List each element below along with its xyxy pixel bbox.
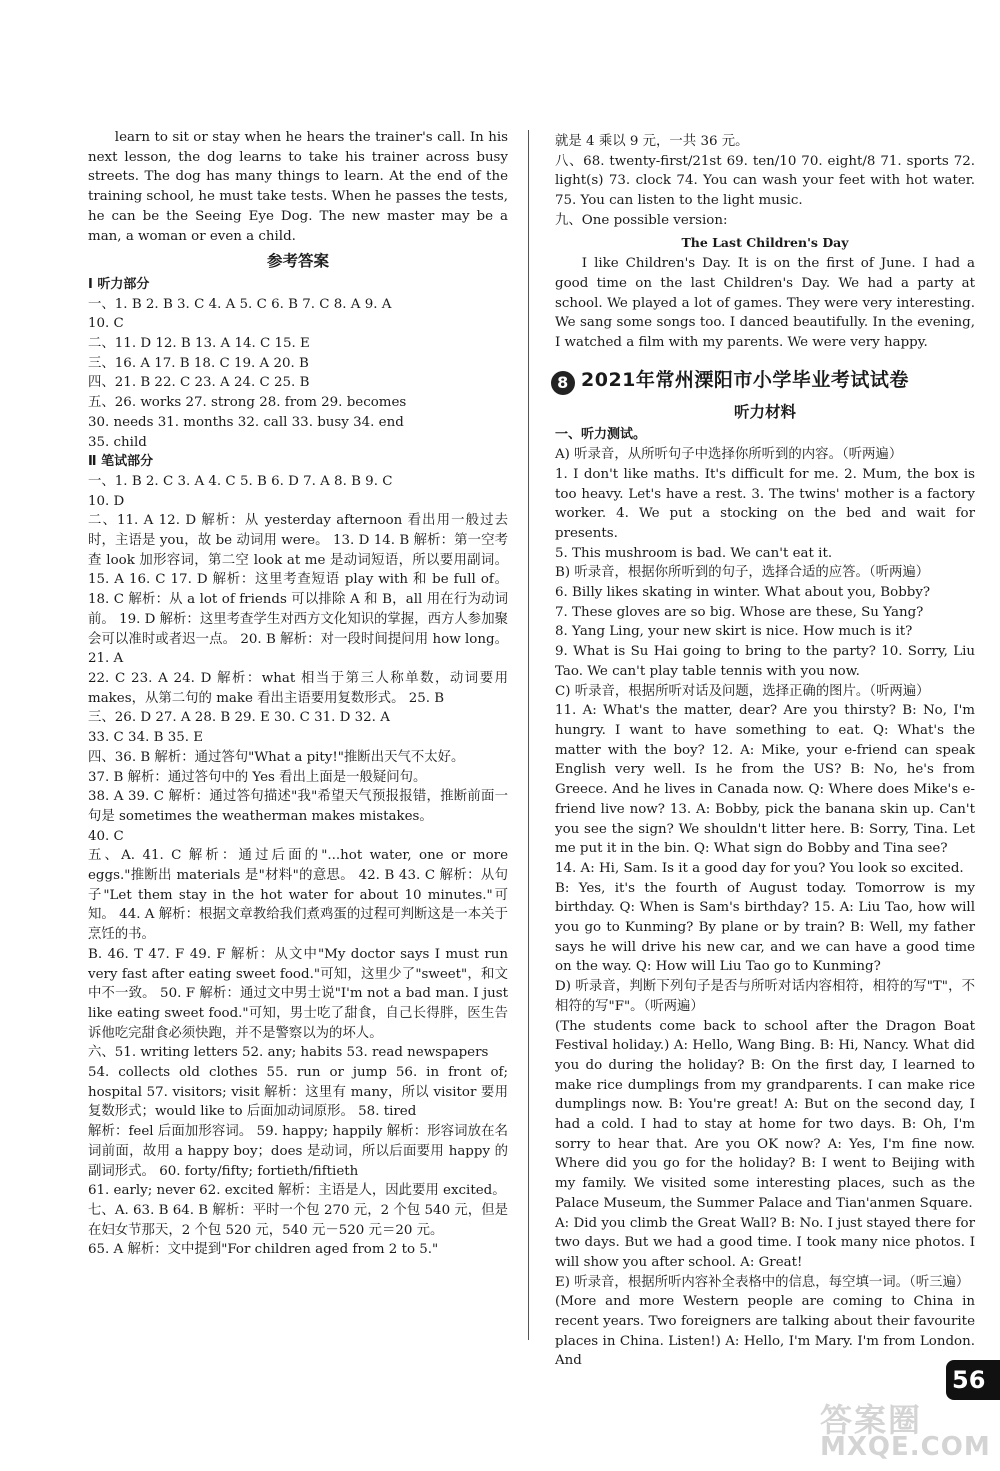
material-line: B) 听录音，根据你所听到的句子，选择合适的应答。（听两遍） [555, 565, 930, 581]
material-line: (More and more Western people are coming to China in recent years. Two foreigners are talking about their favourite places in China. Listen!) A: Hello, I'm Mary. I'm from London. And [555, 1294, 975, 1369]
answer-line: 33. C 34. B 35. E [88, 730, 204, 746]
answer-line: 54. collects old clothes 55. run or jump 56. in front of; hospital 57. visitors; visit 解析：这里有 many，所以 visitor 要用复数形式；would like to 后面加动词原形。 58. tired [88, 1065, 508, 1120]
answer-line: 22. C 23. A 24. D 解析：what 相当于第三人称单数，动词要用 makes，从第二句的 make 看出主语要用复数形式。 25. B [88, 670, 508, 706]
answer-line: 解析：feel 后面加形容词。 59. happy; happily 解析：形容词放在名词前面，故用 a happy boy；does 是动词，所以后面要用 happy 的副词形式。 60. forty/fifty; fortieth/fiftieth [88, 1124, 508, 1179]
part1-title: Ⅰ 听力部分 [88, 276, 150, 292]
answer-line: 30. needs 31. months 32. call 33. busy 34. end [88, 414, 404, 430]
answer-line: 10. C [88, 316, 124, 332]
watermark-url: MXQE.COM [820, 1432, 991, 1462]
material-line: 1. I don't like maths. It's difficult for me. 2. Mum, the box is too heavy. Let's have a rest. 3. The twins' mother is a factory worker. 4. We put a stocking on the bed and wait for presents. [555, 466, 975, 541]
material-line: 7. These gloves are so big. Whose are these, Su Yang? [555, 604, 924, 620]
answer-line: 四、21. B 22. C 23. A 24. C 25. B [88, 375, 310, 391]
intro-paragraph: learn to sit or stay when he hears the trainer's call. In his next lesson, the dog learns to take his trainer across busy streets. The dog has many things to learn. At the end of the training school, he must take tests. When he passes the tests, he can be the Seeing Eye Dog. The new master may be a man, a woman or even a child. [88, 130, 508, 244]
answer-line: 二、11. D 12. B 13. A 14. C 15. E [88, 336, 310, 352]
answer-line: 40. C [88, 828, 124, 844]
material-line: 5. This mushroom is bad. We can't eat it. [555, 545, 833, 561]
answer-line: 61. early; never 62. excited 解析：主语是人，因此要用 excited。 [88, 1183, 506, 1199]
page-number: 56 [946, 1360, 1000, 1400]
answer-line: B. 46. T 47. F 49. F 解析：从文中"My doctor says I must run very fast after eating sweet food."可知，这里少了"sweet"，和文中不一致。 50. F 解析：通过文中男士说"I'm not a bad man. I just like eating sweet food."可知，男士吃了甜食，自己长得胖，医生告诉他吃完甜食必须快跑，并不是警察以为的坏人。 [88, 946, 508, 1041]
answer-line: 七、A. 63. B 64. B 解析：平时一个包 270 元，2 个包 540 元，但是在妇女节那天，2 个包 520 元，540 元－520 元＝20 元。 [88, 1202, 508, 1238]
material-line: E) 听录音，根据所听内容补全表格中的信息，每空填一词。（听三遍） [555, 1274, 970, 1290]
material-line: (The students come back to school after the Dragon Boat Festival holiday.) A: Hello, Wang Bing. B: Hi, Nancy. What did you do during the holiday? B: On the first day, I learned to make rice dumplings from my grandparents. I can make rice dumplings now. B: You're great! A: But on the second day, I had a cold. I had to stay at home for two days. B: Oh, I'm sorry to hear that. Are you OK now? A: Yes, I'm fine now. Where did you go for the holiday? B: I went to Beijing with my family. We visited some interesting places, such as the Palace Museum, the Summer Palace and Tian'anmen Square. [555, 1018, 975, 1211]
section-title [551, 368, 975, 395]
essay-body: I like Children's Day. It is on the first of June. I had a good time on the last Children's Day. We had a party at school. We played a lot of games. They were very interesting. We sang some songs too. I danced beautifully. In the evening, I watched a film with my parents. We were very happy. [555, 256, 975, 351]
right-column [555, 132, 975, 1371]
section-number-badge: 8 [551, 371, 575, 395]
answer-line: 三、26. D 27. A 28. B 29. E 30. C 31. D 32. A [88, 710, 390, 726]
answer-line: 一、1. B 2. C 3. A 4. C 5. B 6. D 7. A 8. B 9. C [88, 473, 393, 489]
material-line: 8. Yang Ling, your new skirt is nice. How much is it? [555, 624, 913, 640]
left-column [88, 128, 508, 1260]
material-line: A: Did you climb the Great Wall? B: No. I just stayed there for two days. But we had a good time. I took many nice photos. I will show you after school. A: Great! [555, 1215, 975, 1270]
material-line: 9. What is Su Hai going to bring to the party? 10. Sorry, Liu Tao. We can't play table tennis with you now. [555, 644, 975, 679]
listening-title: 一、听力测试。 [555, 427, 647, 443]
material-line: C) 听录音，根据所听对话及问题，选择正确的图片。（听两遍） [555, 683, 930, 699]
section-title-text: 2021年常州溧阳市小学毕业考试试卷 [581, 368, 909, 391]
answer-line: 38. A 39. C 解析：通过答句描述"我"希望天气预报报错，推断前面一句是 sometimes the weatherman makes mistakes。 [88, 789, 508, 824]
material-line: 6. Billy likes skating in winter. What about you, Bobby? [555, 585, 931, 601]
answer-line: 37. B 解析：通过答句中的 Yes 看出上面是一般疑问句。 [88, 769, 427, 785]
answer-line: 三、16. A 17. B 18. C 19. A 20. B [88, 355, 309, 371]
answer-line: 六、51. writing letters 52. any; habits 53. read newspapers [88, 1045, 489, 1061]
part2-title: Ⅱ 笔试部分 [88, 454, 154, 470]
material-title: 听力材料 [733, 402, 796, 421]
answer-line: 35. child [88, 434, 147, 450]
answer-line: 五、A. 41. C 解析：通过后面的"...hot water, one or more eggs."推断出 materials 是"材料"的意思。 42. B 43. C 解析：从句子"Let them stay in the hot water for about 10 minutes."可知。 44. A 解析：根据文章教给我们煮鸡蛋的过程可判断这是一本关于烹饪的书。 [88, 848, 508, 943]
material-line: 11. A: What's the matter, dear? Are you thirsty? B: No, I'm hungry. I want to have something to eat. Q: What's the matter with the boy? 12. A: Mike, your e-friend can speak English very well. Is he from the US? B: No, he's from Greece. And he lives in Canada now. Q: Where does Mike's e-friend live now? 13. A: Bobby, pick the banana skin up. Can't you see the sign? We shouldn't litter here. B: Sorry, Tina. Let me put it in the bin. Q: What sign do Bobby and Tina see? [555, 703, 975, 857]
material-line: B: Yes, it's the fourth of August today. Tomorrow is my birthday. Q: When is Sam's birthday? 15. A: Liu Tao, how will you go to Kunming? By plane or by train? B: Well, my father says he will drive his new car, and we can have a good time on the way. Q: How will Liu Tao go to Kunming? [555, 880, 975, 975]
answer-line: 八、68. twenty-first/21st 69. ten/10 70. eight/8 71. sports 72. light(s) 73. clock 74. You can wash your feet with hot water. 75. You can listen to the light music. [555, 153, 975, 209]
answer-line: 五、26. works 27. strong 28. from 29. becomes [88, 395, 407, 411]
material-line: D) 听录音，判断下列句子是否与所听对话内容相符，相符的写"T"，不相符的写"F"。（听两遍） [555, 979, 975, 1014]
answer-line: 65. A 解析：文中提到"For children aged from 2 to 5." [88, 1242, 439, 1258]
answer-line: 一、1. B 2. B 3. C 4. A 5. C 6. B 7. C 8. A 9. A [88, 296, 392, 312]
answer-line: 就是 4 乘以 9 元，一共 36 元。 [555, 134, 749, 149]
answers-title: 参考答案 [266, 252, 329, 271]
essay-title: The Last Children's Day [681, 234, 849, 250]
answer-line: 四、36. B 解析：通过答句"What a pity!"推断出天气不太好。 [88, 749, 465, 765]
answer-line: 九、One possible version: [555, 212, 728, 228]
material-line: 14. A: Hi, Sam. Is it a good day for you? You look so excited. [555, 860, 964, 876]
column-divider [528, 130, 529, 1340]
answer-line: 二、11. A 12. D 解析：从 yesterday afternoon 看出用一般过去时，主语是 you，故 be 动词用 were。 13. D 14. B 解析：第一空考查 look 加形容词，第二空 look at me 是动词短语，所以要用副词。 15. A 16. C 17. D 解析：这里考查短语 play with 和 be full of。 18. C 解析：从 a lot of friends 可以排除 A 和 B，all 用在行为动词前。 19. D 解析：这里考查学生对西方文化知识的掌握，西方人参加聚会可以准时或者迟一点。 20. B 解析：对一段时间提问用 how long。 21. A [88, 513, 508, 667]
material-line: A) 听录音，从所听句子中选择你所听到的内容。（听两遍） [555, 447, 903, 463]
answer-line: 10. D [88, 493, 125, 509]
watermark-logo-text: 答案圈 [820, 1401, 923, 1439]
